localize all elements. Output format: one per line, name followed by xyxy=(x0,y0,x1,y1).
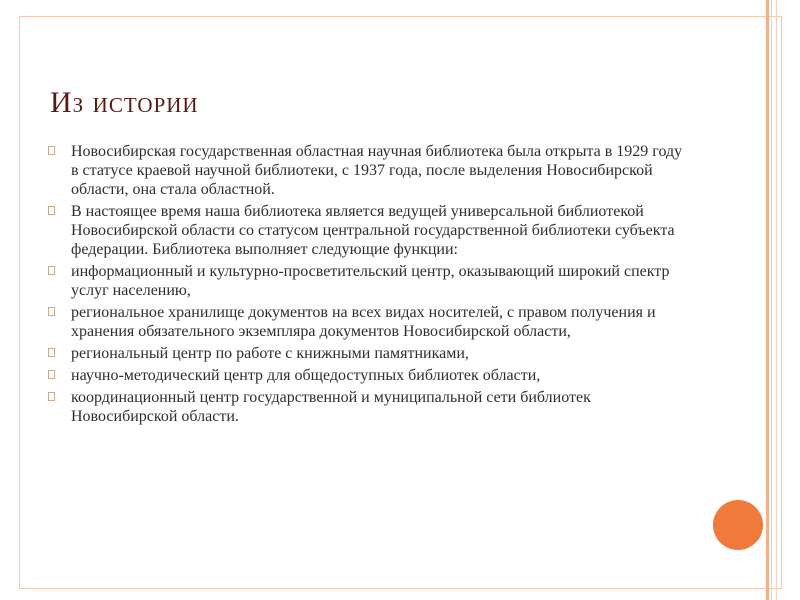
square-bullet-icon xyxy=(48,266,55,275)
decorative-stripe xyxy=(766,0,769,600)
list-item xyxy=(48,142,688,199)
bullet-list xyxy=(48,142,688,429)
orange-circle-decoration xyxy=(713,500,763,550)
square-bullet-icon xyxy=(48,146,55,155)
square-bullet-icon xyxy=(48,370,55,379)
list-item-text: информационный и культурно-просветительский центр, оказывающий широкий спектр услуг населению, xyxy=(71,263,670,299)
list-item-text: региональное хранилище документов на всех видах носителей, с правом получения и хранения обязательного экземпляра документов Новосибирской области, xyxy=(71,304,656,340)
list-item xyxy=(48,366,688,385)
list-item xyxy=(48,303,688,341)
square-bullet-icon xyxy=(48,307,55,316)
list-item xyxy=(48,262,688,300)
list-item-text: В настоящее время наша библиотека является ведущей универсальной библиотекой Новосибирской области со статусом центральной государственной библиотеки субъекта федерации. Библиотека выполняет следующие функции: xyxy=(71,203,675,258)
list-item-text: региональный центр по работе с книжными памятниками, xyxy=(71,345,469,362)
list-item xyxy=(48,202,688,259)
list-item-text: Новосибирская государственная областная научная библиотека была открыта в 1929 году в статусе краевой научной библиотеки, с 1937 года, после выделения Новосибирской области, она стала областной. xyxy=(71,143,683,198)
square-bullet-icon xyxy=(48,206,55,215)
list-item-text: научно-методический центр для общедоступных библиотек области, xyxy=(71,367,541,384)
decorative-stripe-thin xyxy=(776,0,777,600)
square-bullet-icon xyxy=(48,392,55,401)
decorative-stripe-thin xyxy=(771,0,772,600)
list-item xyxy=(48,344,688,363)
slide-title: Из истории xyxy=(50,86,199,119)
square-bullet-icon xyxy=(48,348,55,357)
list-item xyxy=(48,388,688,426)
list-item-text: координационный центр государственной и муниципальной сети библиотек Новосибирской области. xyxy=(71,389,591,425)
